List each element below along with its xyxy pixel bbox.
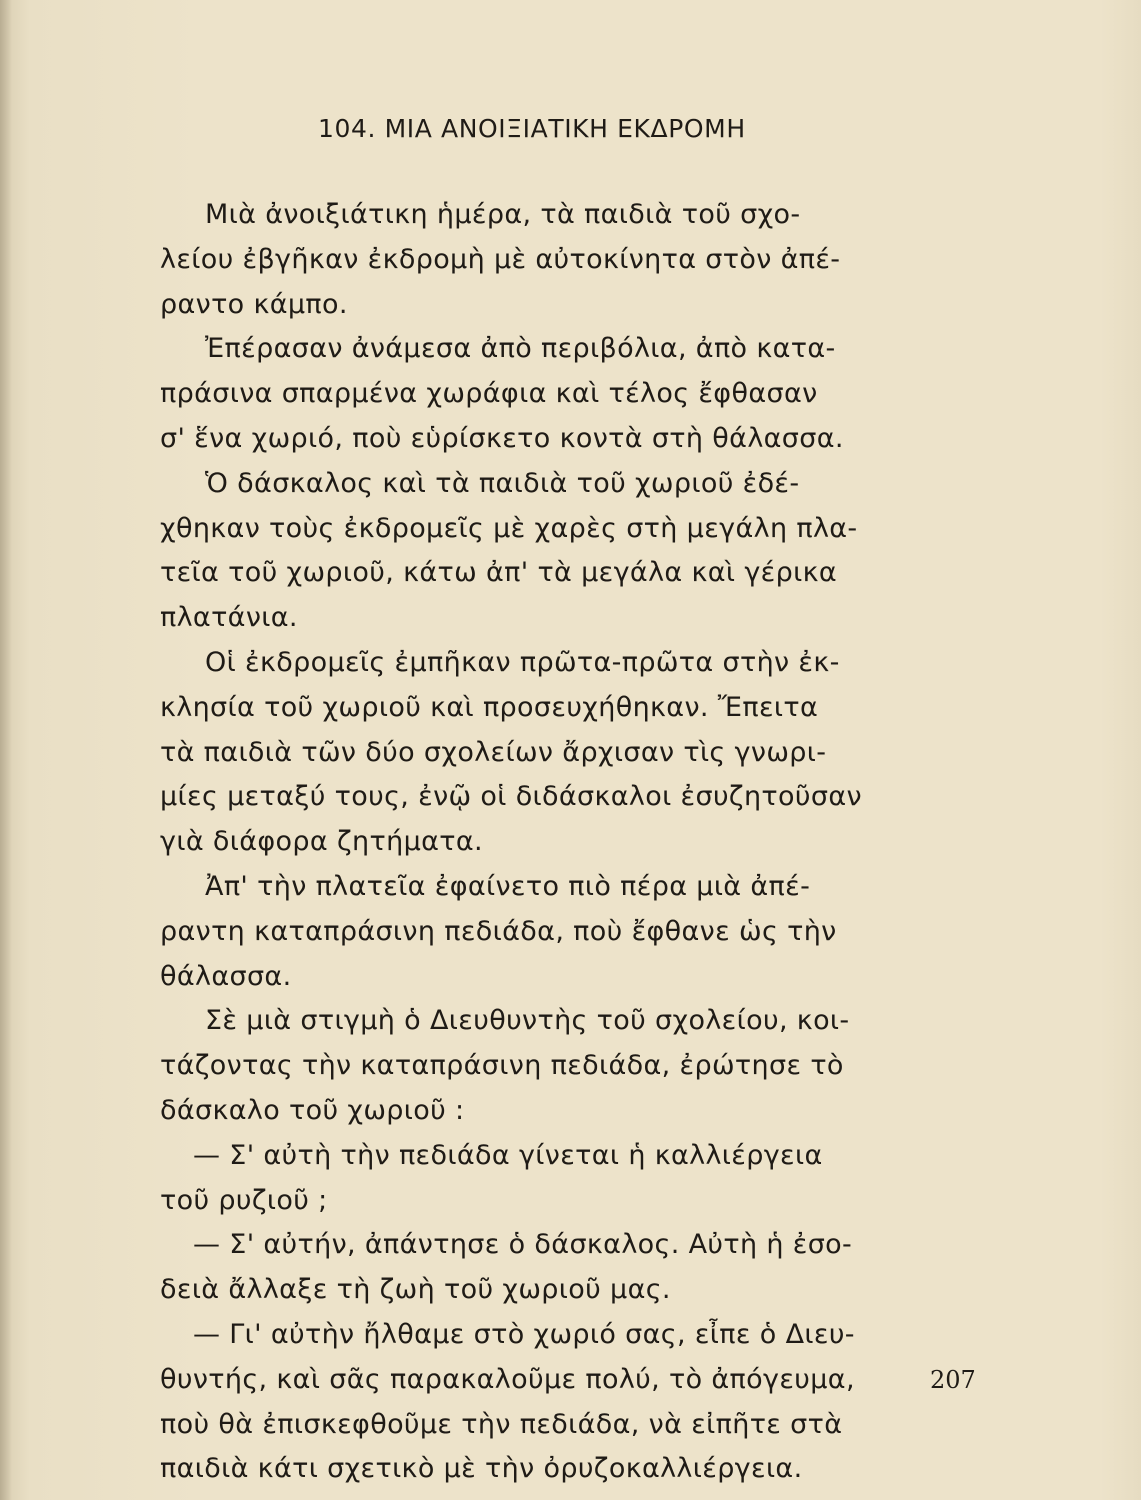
text-line: πλατάνια.	[160, 602, 298, 634]
text-line: Οἱ ἐκδρομεῖς ἐμπῆκαν πρῶτα-πρῶτα στὴν ἐκ-	[205, 646, 840, 678]
text-line: ραντη καταπράσινη πεδιάδα, ποὺ ἔφθανε ὡς τὴν	[160, 915, 837, 947]
text-line: θάλασσα.	[160, 960, 292, 992]
text-line: πράσινα σπαρμένα χωράφια καὶ τέλος ἔφθασαν	[160, 378, 818, 410]
text-line: κλησία τοῦ χωριοῦ καὶ προσευχήθηκαν. Ἔπειτα	[160, 691, 819, 723]
page-number: 207	[930, 1366, 976, 1394]
text-line: παιδιὰ κάτι σχετικὸ μὲ τὴν ὀρυζοκαλλιέργεια.	[160, 1453, 803, 1485]
text-line: ραντο κάμπο.	[160, 288, 348, 320]
text-line: τεῖα τοῦ χωριοῦ, κάτω ἀπ' τὰ μεγάλα καὶ γέρικα	[160, 557, 837, 589]
text-line: ποὺ θὰ ἐπισκεφθοῦμε τὴν πεδιάδα, νὰ εἰπῆτε στὰ	[160, 1408, 843, 1440]
text-line: μίες μεταξύ τους, ἐνῷ οἱ διδάσκαλοι ἐσυζητοῦσαν	[160, 781, 862, 813]
text-line: — Γι' αὐτὴν ἤλθαμε στὸ χωριό σας, εἶπε ὁ Διευ-	[193, 1318, 855, 1350]
text-line: σ' ἕνα χωριό, ποὺ εὑρίσκετο κοντὰ στὴ θάλασσα.	[160, 422, 844, 454]
text-line: λείου ἐβγῆκαν ἐκδρομὴ μὲ αὐτοκίνητα στὸν ἀπέ-	[160, 243, 841, 275]
text-line: θυντής, καὶ σᾶς παρακαλοῦμε πολύ, τὸ ἀπόγευμα,	[160, 1363, 855, 1395]
text-line: Μιὰ ἀνοιξιάτικη ἡμέρα, τὰ παιδιὰ τοῦ σχο-	[205, 199, 801, 230]
text-line: τάζοντας τὴν καταπράσινη πεδιάδα, ἐρώτησε τὸ	[160, 1050, 844, 1082]
text-line: τοῦ ρυζιοῦ ;	[160, 1184, 328, 1216]
body-text	[160, 193, 980, 1492]
text-line: Ἐπέρασαν ἀνάμεσα ἀπὸ περιβόλια, ἀπὸ κατα-	[205, 333, 836, 365]
text-line: δειὰ ἄλλαξε τὴ ζωὴ τοῦ χωριοῦ μας.	[160, 1274, 671, 1306]
text-line: Ὁ δάσκαλος καὶ τὰ παιδιὰ τοῦ χωριοῦ ἐδέ-	[205, 467, 800, 499]
text-line: δάσκαλο τοῦ χωριοῦ :	[160, 1094, 465, 1126]
page-binding-edge	[0, 0, 12, 1500]
text-line: Ἀπ' τὴν πλατεῖα ἐφαίνετο πιὸ πέρα μιὰ ἀπέ-	[205, 870, 811, 902]
text-line: χθηκαν τοὺς ἐκδρομεῖς μὲ χαρὲς στὴ μεγάλη πλα-	[160, 512, 858, 544]
text-line: τὰ παιδιὰ τῶν δύο σχολείων ἄρχισαν τὶς γνωρι-	[160, 736, 827, 768]
text-line: Σὲ μιὰ στιγμὴ ὁ Διευθυντὴς τοῦ σχολείου, κοι-	[205, 1005, 850, 1037]
text-line: — Σ' αὐτὴ τὴν πεδιάδα γίνεται ἡ καλλιέργεια	[193, 1139, 823, 1171]
chapter-title: 104. ΜΙΑ ΑΝΟΙΞΙΑΤΙΚΗ ΕΚΔΡΟΜΗ	[318, 114, 746, 143]
text-line: γιὰ διάφορα ζητήματα.	[160, 826, 483, 858]
text-line: — Σ' αὐτήν, ἀπάντησε ὁ δάσκαλος. Αὐτὴ ἡ ἐσο-	[193, 1229, 853, 1261]
